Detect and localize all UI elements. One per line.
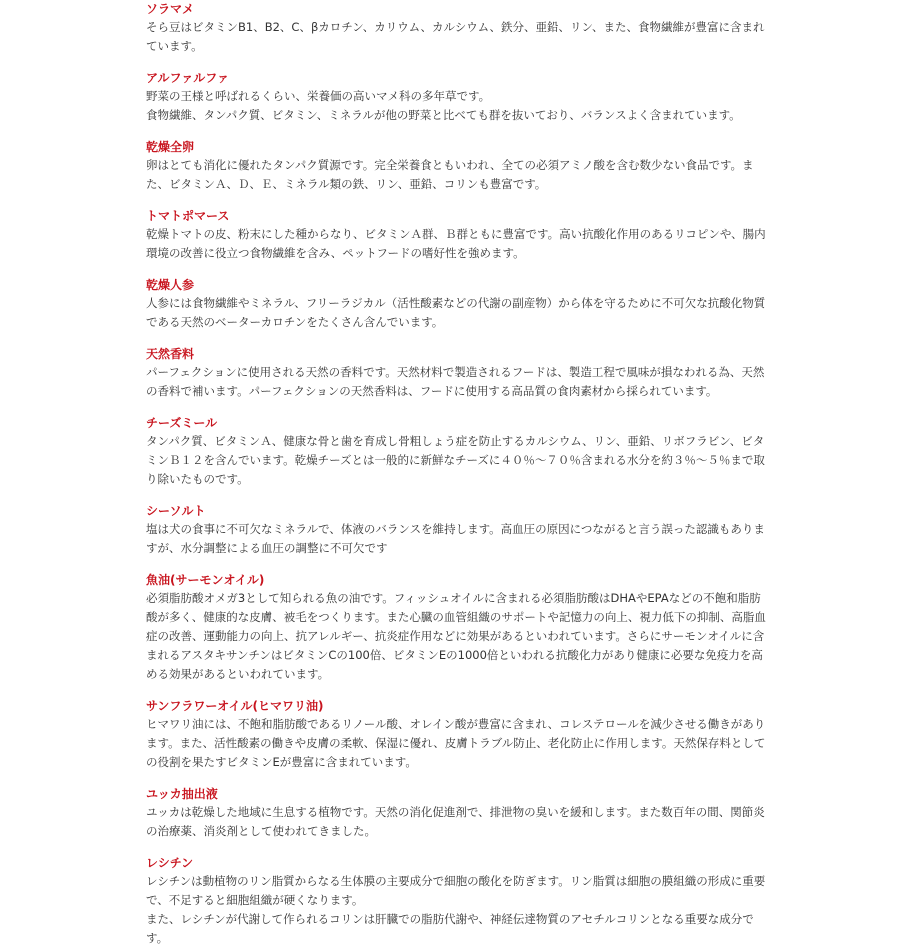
ingredient-list — [146, 0, 766, 948]
ingredient-heading: ソラマメ — [146, 2, 195, 16]
ingredient-section-tomato-pomace — [146, 208, 766, 263]
ingredient-description: 野菜の王様と呼ばれるくらい、栄養価の高いマメ科の多年草です。 — [146, 89, 491, 103]
ingredient-section-yucca-extract — [146, 786, 766, 841]
ingredient-heading: 乾燥人参 — [146, 278, 195, 292]
ingredient-section-dried-egg — [146, 139, 766, 194]
ingredient-description: また、レシチンが代謝して作られるコリンは肝臓での脂肪代謝や、神経伝達物質のアセチルコリンとなる重要な成分です。 — [146, 912, 754, 945]
ingredient-description: タンパク質、ビタミンＡ、健康な骨と歯を育成し骨粗しょう症を防止するカルシウム、リン、亜鉛、リボフラビン、ビタミンＢ１２を含んでいます。乾燥チーズとは一般的に新鮮なチーズに４０％～７０％含まれる水分を約３％～５％まで取り除いたものです。 — [146, 434, 765, 486]
ingredient-heading: 天然香料 — [146, 347, 195, 361]
ingredient-heading: レシチン — [146, 856, 194, 870]
ingredient-heading: 乾燥全卵 — [146, 140, 195, 154]
ingredient-heading: アルファルファ — [146, 71, 230, 85]
ingredient-description: 卵はとても消化に優れたタンパク質源です。完全栄養食ともいわれ、全ての必須アミノ酸を含む数少ない食品です。また、ビタミンＡ、Ｄ、Ｅ、ミネラル類の鉄、リン、亜鉛、コリンも豊富です。 — [146, 158, 754, 191]
ingredient-heading: サンフラワーオイル(ヒマワリ油) — [146, 699, 324, 713]
ingredient-section-cheese-meal — [146, 415, 766, 489]
ingredient-description: パーフェクションに使用される天然の香料です。天然材料で製造されるフードは、製造工程で風味が損なわれる為、天然の香料で補います。パーフェクションの天然香料は、フードに使用する高品質の食肉素材から採られています。 — [146, 365, 765, 398]
ingredient-heading: 魚油(サーモンオイル) — [146, 573, 265, 587]
ingredient-description: 人参には食物繊維やミネラル、フリーラジカル（活性酸素などの代謝の副産物）から体を守るために不可欠な抗酸化物質である天然のベーターカロチンをたくさん含んでいます。 — [146, 296, 766, 329]
ingredient-heading: ユッカ抽出液 — [146, 787, 218, 801]
ingredient-description: 食物繊維、タンパク質、ビタミン、ミネラルが他の野菜と比べても群を抜いており、バランスよく含まれています。 — [146, 108, 741, 122]
ingredient-description: ヒマワリ油には、不飽和脂肪酸であるリノール酸、オレイン酸が豊富に含まれ、コレステロールを減少させる働きがあります。また、活性酸素の働きや皮膚の柔軟、保湿に優れ、皮膚トラブル防止、老化防止に作用します。天然保存料としての役割を果たすビタミンEが豊富に含まれています。 — [146, 717, 766, 769]
ingredient-section-sea-salt — [146, 503, 766, 558]
ingredient-section-soramame — [146, 1, 766, 56]
ingredient-description: 必須脂肪酸オメガ3として知られる魚の油です。フィッシュオイルに含まれる必須脂肪酸はDHAやEPAなどの不飽和脂肪酸が多く、健康的な皮膚、被毛をつくります。また心臓の血管組織のサポートや記憶力の向上、視力低下の抑制、高脂血症の改善、運動能力の向上、抗アレルギー、抗炎症作用などに効果があるといわれています。さらにサーモンオイルに含まれるアスタキサンチンはビタミンCの100倍、ビタミンEの1000倍といわれる抗酸化力があり健康に必要な免疫力を高める効果があるといわれています。 — [146, 591, 766, 681]
ingredient-section-lecithin — [146, 855, 766, 948]
ingredient-section-fish-oil — [146, 572, 766, 684]
ingredient-heading: シーソルト — [146, 504, 206, 518]
ingredient-section-alfalfa — [146, 70, 766, 125]
ingredient-section-sunflower-oil — [146, 698, 766, 772]
ingredient-description: ユッカは乾燥した地域に生息する植物です。天然の消化促進剤で、排泄物の臭いを緩和します。また数百年の間、関節炎の治療薬、消炎剤として使われてきました。 — [146, 805, 765, 838]
ingredient-description: そら豆はビタミンB1、B2、C、βカロチン、カリウム、カルシウム、鉄分、亜鉛、リン、また、食物繊維が豊富に含まれています。 — [146, 20, 765, 53]
ingredient-heading: トマトポマース — [146, 209, 230, 223]
ingredient-description: 塩は犬の食事に不可欠なミネラルで、体液のバランスを維持します。高血圧の原因につながると言う誤った認識もありますが、水分調整による血圧の調整に不可欠です — [146, 522, 765, 555]
ingredient-section-natural-flavor — [146, 346, 766, 401]
ingredient-heading: チーズミール — [146, 416, 218, 430]
ingredient-description: レシチンは動植物のリン脂質からなる生体膜の主要成分で細胞の酸化を防ぎます。リン脂質は細胞の膜組織の形成に重要で、不足すると細胞組織が硬くなります。 — [146, 874, 766, 907]
ingredient-description: 乾燥トマトの皮、粉末にした種からなり、ビタミンＡ群、Ｂ群ともに豊富です。高い抗酸化作用のあるリコピンや、腸内環境の改善に役立つ食物繊維を含み、ペットフードの嗜好性を強めます。 — [146, 227, 766, 260]
ingredient-section-dried-carrot — [146, 277, 766, 332]
